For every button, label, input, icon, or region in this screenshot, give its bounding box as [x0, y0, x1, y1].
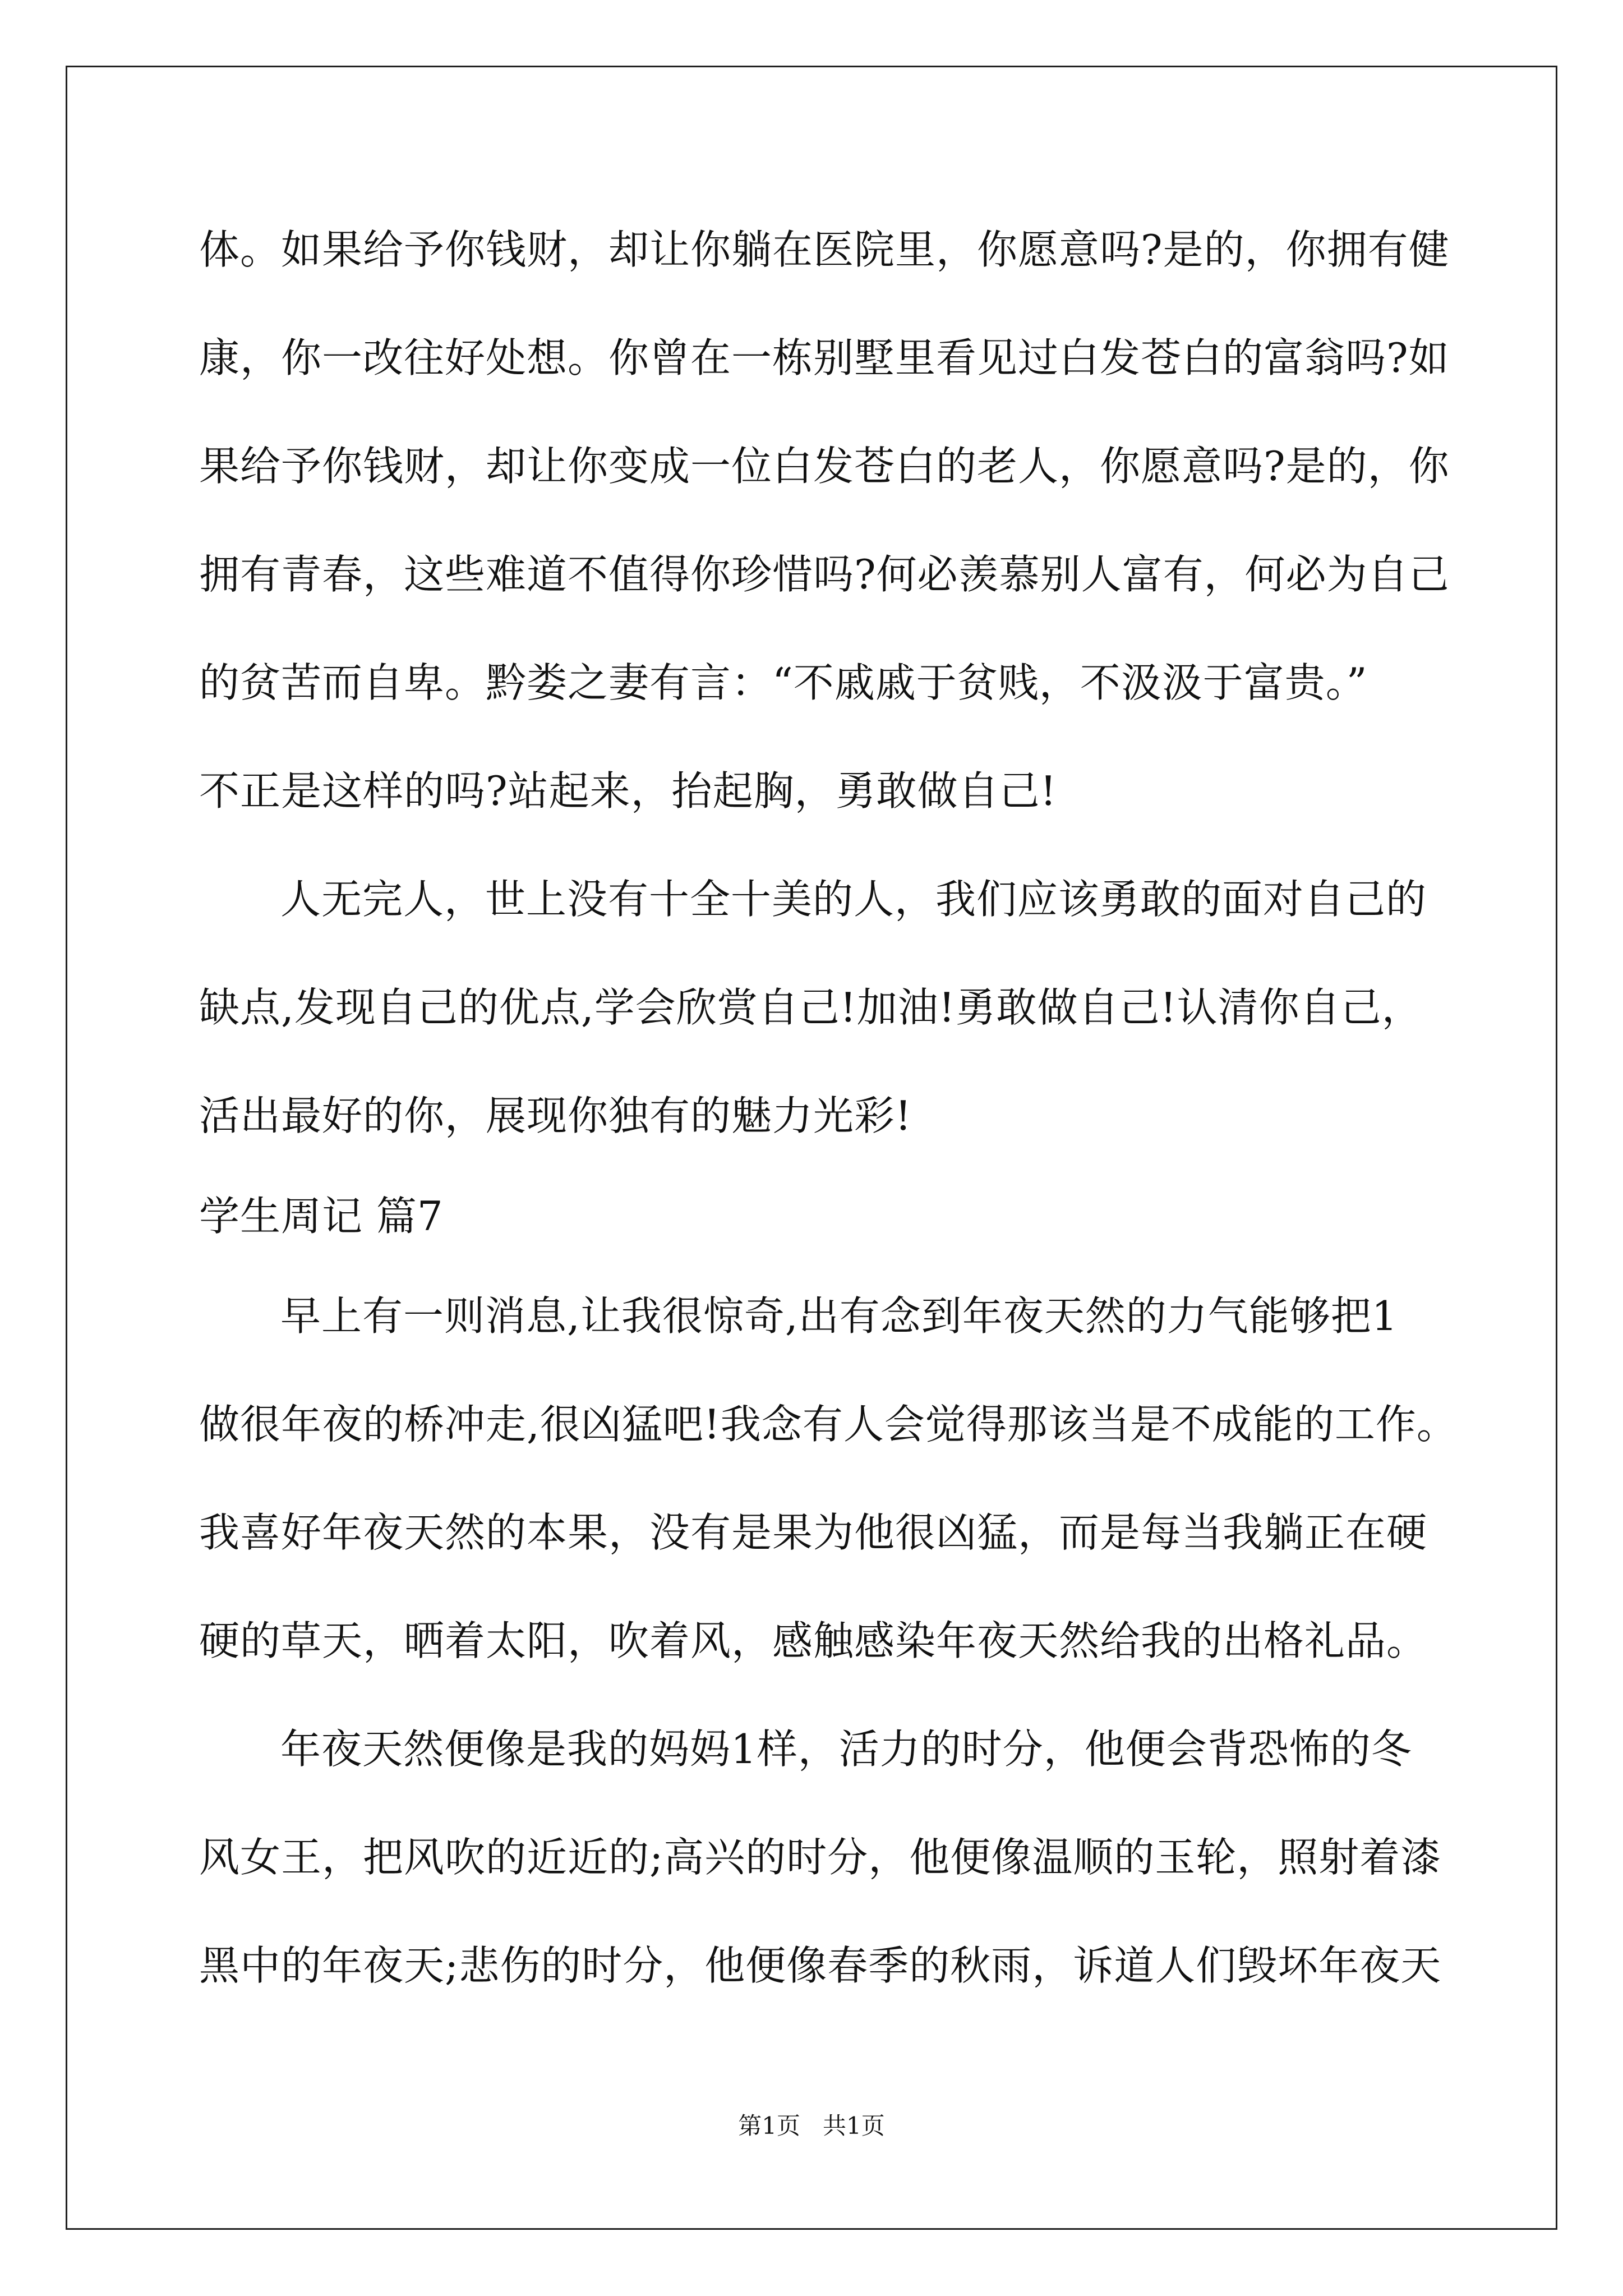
text-line: 体。如果给予你钱财，却让你躺在医院里，你愿意吗?是的，你拥有健: [199, 226, 1450, 273]
page-border: [66, 66, 1557, 2230]
section-heading: 学生周记 篇7: [199, 1193, 444, 1240]
text-line: 黑中的年夜天;悲伤的时分，他便像春季的秋雨，诉道人们毁坏年夜天: [199, 1942, 1442, 1989]
text-line: 硬的草天，晒着太阳，吹着风，感触感染年夜天然给我的出格礼品。: [199, 1617, 1428, 1664]
text-line: 拥有青春，这些难道不值得你珍惜吗?何必羡慕别人富有，何必为自己: [199, 551, 1450, 598]
text-line: 不正是这样的吗?站起来，抬起胸，勇敢做自己!: [199, 767, 1057, 815]
text-line: 做很年夜的桥冲走,很凶猛吧!我念有人会觉得那该当是不成能的工作。: [199, 1401, 1458, 1448]
text-line: 的贫苦而自卑。黔娄之妻有言：“不戚戚于贫贱，不汲汲于富贵。”: [199, 659, 1368, 706]
text-line: 我喜好年夜天然的本果，没有是果为他很凶猛，而是每当我躺正在硬: [199, 1509, 1428, 1556]
page-number-footer: 第1页 共1页: [738, 2112, 885, 2139]
text-line: 风女王，把风吹的近近的;高兴的时分，他便像温顺的玉轮，照射着漆: [199, 1834, 1442, 1881]
text-line: 果给予你钱财，却让你变成一位白发苍白的老人，你愿意吗?是的，你: [199, 443, 1450, 490]
text-line: 活出最好的你，展现你独有的魅力光彩!: [199, 1092, 912, 1139]
text-line: 缺点,发现自己的优点,学会欣赏自己!加油!勇敢做自己!认清你自己，: [199, 984, 1423, 1031]
text-line: 早上有一则消息,让我很惊奇,出有念到年夜天然的力气能够把1: [280, 1292, 1398, 1340]
text-line: 人无完人，世上没有十全十美的人，我们应该勇敢的面对自己的: [280, 876, 1427, 923]
text-line: 康，你一改往好处想。你曾在一栋别墅里看见过白发苍白的富翁吗?如: [199, 334, 1450, 381]
text-line: 年夜天然便像是我的妈妈1样，活力的时分，他便会背恐怖的冬: [280, 1726, 1412, 1773]
